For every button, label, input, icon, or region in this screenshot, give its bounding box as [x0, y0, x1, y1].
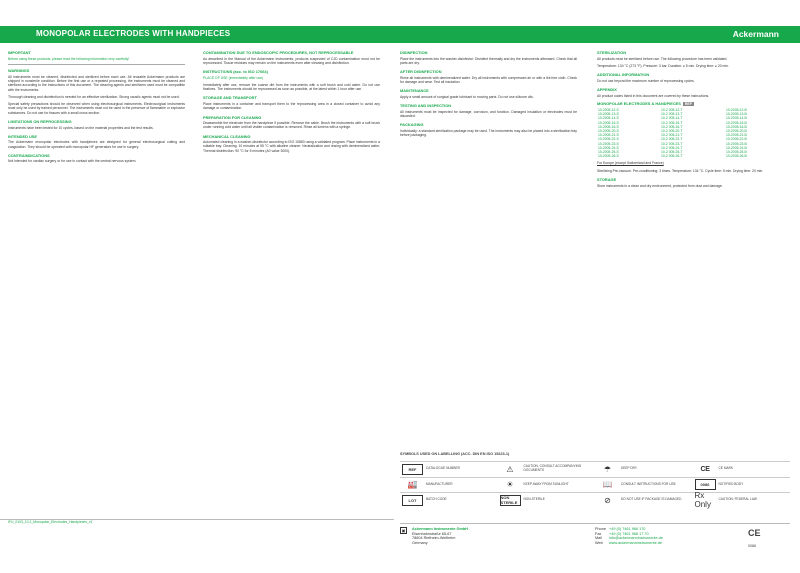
symbol-label: CE MARK: [718, 466, 734, 471]
catalog-cell: 10-2005-25-B: [726, 150, 747, 155]
heading-packaging: PACKAGING: [400, 122, 424, 128]
heading-contamination: CONTAMINATION DUE TO ENDOSCOPIC PROCEDURES, NOT REPROCESSABLE: [203, 50, 354, 55]
limitations-text: Instruments have been tested for 10 cycles, based on the material properties and the test results.: [8, 125, 154, 130]
catalog-cell: 10-2 005-20-T: [660, 129, 683, 134]
after-disinfection-text: Rinse all instruments with demineralized water. Dry all instruments with compressed air or with a lint free cloth. Check for damage and wear. Test all insulation.: [400, 75, 577, 84]
warning-paragraph-1: All instruments must be cleaned, disinfected and sterilized before each use. All reusable Ackermann products are shipped in nonsterile condition. Before the first use or a repeated processing, the instruments must be cleaned and sterilized according to the instructions of this document. The cleaning agents and sterilizers used must be compatible with the instruments.: [8, 74, 185, 92]
catalog-cell: 10-2005-23-S: [598, 141, 619, 146]
catalog-cell: 10-2 005-23-T: [660, 141, 683, 146]
symbol-entry: [693, 492, 791, 508]
symbol-label: KEEP AWAY FROM SUNLIGHT: [523, 481, 569, 486]
catalog-cell: 10-2005-12-S: [598, 108, 619, 113]
catalog-cell: 10-2 005-22-T: [660, 137, 683, 142]
symbol-icon: LOT: [402, 495, 423, 506]
symbol-entry: [693, 477, 791, 493]
catalog-cell: 10-2 005-24-T: [660, 145, 683, 150]
divider: [8, 64, 185, 65]
heading-disinfection: DISINFECTION: [400, 50, 428, 55]
warning-paragraph-3: Special safety precautions should be observed when using electrosurgical instruments. Electrosurgical instruments must only be used by trained personnel. The instruments must not be used in the presence of flammable or explosive substances. Do not use for tissues with a small cross section.: [8, 102, 185, 115]
symbol-label: CAUTION, CONSULT ACCOMPANYING DOCUMENTS: [523, 464, 582, 473]
heading-important: IMPORTANT: [8, 50, 31, 55]
symbol-entry: [498, 461, 596, 477]
contamination-text: As described in the Manual of the Ackermann instruments, products suspected of CJD contamination must not be reprocessed. Tissue residues may remain on the instruments even after cleaning and disinfection.: [203, 56, 380, 65]
catalog-cell: 10-2005-24-S: [598, 145, 619, 150]
manufacturer-icon: ▣: [401, 528, 406, 533]
catalog-cell: 10-2 005-21-T: [660, 133, 683, 138]
document-id: IFU_0103_10.2_Monopolar_Electrodes_Handpieces_v1: [8, 520, 93, 524]
catalog-cell: 10-2005-16-S: [598, 124, 619, 129]
heading-additional-info: ADDITIONAL INFORMATION: [597, 72, 650, 78]
catalog-cell: 10-2005-22-S: [598, 137, 619, 142]
ref-badge: REF: [684, 101, 692, 106]
symbol-label: NOTIFIED BODY: [718, 481, 744, 486]
catalog-cell: 10-2005-12-B: [726, 108, 747, 113]
ce-mark: CE: [748, 528, 761, 538]
catalog-cell: 10-2 005-15-T: [660, 120, 683, 125]
heading-warnings: WARNINGS: [8, 68, 30, 74]
symbol-entry: [693, 461, 791, 477]
symbol-label: NON-STERILE: [523, 497, 545, 502]
maintenance-text: Apply a small amount of surgical grade lubricant to moving parts. Do not use silicone oils.: [400, 94, 534, 99]
preparation-text: Disassemble the electrode from the handpiece if possible. Remove the cable. Brush the instruments with a soft brush under running cold water until all visible contamination is removed. Rinse all lumens with a syringe.: [203, 121, 380, 130]
symbol-icon: REF: [402, 464, 423, 475]
catalog-cell: 10-2005-23-B: [726, 141, 747, 146]
mail-tag: Mail: [595, 536, 602, 541]
column-4: [597, 46, 788, 448]
sterilization-region-text: Sterilizing Pre-vacuum. Pre-conditioning: 3 times. Temperature: 134 °C. Cycle time: 5 min. Drying time: 20 min.: [597, 168, 764, 173]
symbol-entry: [400, 477, 498, 493]
catalog-cell: 10-2 005-25-T: [660, 150, 683, 155]
symbol-label: CATALOGUE NUMBER: [426, 466, 460, 471]
symbol-icon: CE: [700, 465, 710, 473]
warning-paragraph-2: Thorough cleaning and disinfection is needed for an effective sterilization. Strong caustic agents must not be used.: [8, 94, 180, 99]
web-address: www.ackermanninstrumente.de: [609, 541, 662, 546]
company-street: Eisenbahnstraße 65-67: [412, 531, 452, 536]
symbol-icon: NON STERILE: [500, 495, 521, 506]
disinfection-text: Place the instruments into the washer-disinfector. Disinfect thermally and dry the instruments afterward. Check that all parts are dry.: [400, 56, 577, 65]
heading-instructions: INSTRUCTIONS (acc. to ISO 17664): [203, 69, 268, 75]
symbol-entry: [595, 461, 693, 477]
brand-logo: Ackermann: [732, 29, 779, 39]
catalog-cell: 10-2005-21-B: [726, 133, 747, 138]
catalog-cell: 10-2005-26-B: [726, 154, 747, 159]
catalog-cell: 10-2005-24-B: [726, 145, 747, 150]
catalog-cell: 10-2005-25-S: [598, 150, 619, 155]
catalog-cell: 10-2005-20-S: [598, 129, 619, 134]
catalog-cell: 10-2005-14-B: [726, 116, 747, 121]
storage-text: Store instruments in a clean and dry environment, protected from dust and damage.: [597, 183, 723, 188]
symbol-entry: [498, 492, 596, 508]
symbol-label: KEEP DRY: [621, 466, 638, 471]
company-country: Germany: [412, 541, 428, 546]
fax-tag: Fax: [595, 531, 602, 536]
symbol-label: BATCH CODE: [426, 497, 447, 502]
catalog-cell: 10-2 005-12-T: [660, 108, 683, 113]
heading-limitations: LIMITATIONS ON REPROCESSING: [8, 118, 72, 124]
symbol-icon: 🏭: [407, 480, 418, 490]
catalog-table: [597, 108, 788, 158]
catalog-row: [597, 154, 788, 158]
symbol-icon: Rx Only: [694, 491, 711, 510]
mechanical-cleaning-text: Automated cleaning in a washer-disinfector according to ISO 15883 using a validated program. Place instruments in a suitable tray. Cleaning: 10 minutes at 55 °C with alkaline cleaner. Neutralization and rinsing with demineralized water. Thermal disinfection: 90 °C for 5 minutes (A0 value 3000).: [203, 140, 380, 153]
sterilization-region: For Europe (except Switzerland and France): [597, 161, 664, 166]
catalog-cell: 10-2005-14-S: [598, 116, 619, 121]
symbol-entry: [400, 492, 498, 508]
symbol-icon: ⊘: [604, 495, 611, 505]
testing-text: All instruments must be inspected for damage, corrosion, and function. Damaged insulation or electrodes must be discarded.: [400, 109, 577, 118]
heading-contraindications: CONTRAINDICATIONS: [8, 152, 50, 158]
sterilization-params: Temperature: 134 °C (273 °F). Pressure: 3 bar. Duration: ≥ 5 min. Drying time: ≥ 20 min.: [597, 63, 729, 68]
phone-tag: Phone: [595, 527, 606, 531]
catalog-cell: 10-2005-13-S: [598, 112, 619, 117]
company-city: 78604 Rietheim-Weilheim: [412, 536, 456, 541]
heading-sterilization: STERILIZATION: [597, 50, 627, 55]
company-name: Ackermann Instrumente GmbH: [412, 527, 468, 531]
web-tag: Web: [595, 541, 603, 546]
packaging-text: Individually: a standard sterilization package may be used. The instruments may also be placed into a sterilization tray before packaging.: [400, 128, 577, 137]
symbol-entry: [595, 477, 693, 493]
catalog-cell: 10-2 005-26-T: [660, 154, 683, 159]
column-1: [8, 46, 185, 501]
catalog-cell: 10-2 005-16-T: [660, 124, 683, 129]
heading-maintenance: MAINTENANCE: [400, 88, 429, 94]
contraindications-text: Not intended for cardiac surgery or for use in contact with the central nervous system.: [8, 159, 137, 164]
catalog-cell: 10-2005-15-S: [598, 120, 619, 125]
footer-divider-right: [400, 523, 790, 524]
heading-appendix: APPENDIX: [597, 86, 617, 92]
storage-transport-text: Place instruments in a container and transport them to the reprocessing area in a closed container to avoid any damage or contamination.: [203, 102, 380, 111]
heading-after-disinfection: AFTER DISINFECTION: [400, 69, 442, 75]
symbols-title: SYMBOLS USED ON LABELLING (ACC. DIN EN ISO 15223-1): [400, 452, 510, 456]
notified-body-number: 0086: [748, 544, 756, 548]
fax-number: +49 (0) 7461 966 17 70: [609, 531, 649, 536]
instructions-text: Immediately after use, remove the coarse dirt from the instruments with a soft brush and cold water. Do not use fixatives. The instruments should be reprocessed as soon as possible, at the latest within 1 hour after use.: [203, 82, 380, 92]
symbol-icon: ☀: [506, 480, 514, 490]
catalog-cell: 10-2005-22-B: [726, 137, 747, 142]
catalog-cell: 10-2005-13-B: [726, 112, 747, 117]
catalog-cell: 10-2005-20-B: [726, 129, 747, 134]
heading-intended-use: INTENDED USE: [8, 133, 37, 139]
heading-storage-transport: STORAGE AND TRANSPORT: [203, 95, 257, 101]
symbol-label: MANUFACTURER: [426, 481, 453, 486]
heading-preparation: PREPARATION FOR CLEANING: [203, 114, 262, 120]
mail-address: info@ackermanninstrumente.de: [609, 536, 663, 541]
symbol-entry: [498, 477, 596, 493]
additional-info-text: Do not use beyond the maximum number of reprocessing cycles.: [597, 78, 695, 83]
symbol-label: CAUTION: FEDERAL LAW: [718, 497, 757, 502]
heading-storage: STORAGE: [597, 176, 617, 182]
catalog-title: [597, 102, 788, 106]
contact-block: [595, 527, 663, 546]
catalog-cell: 10-2005-15-B: [726, 120, 747, 125]
symbols-grid: [400, 461, 790, 523]
column-3: [400, 46, 577, 448]
symbol-icon: ⚠: [506, 464, 514, 474]
column-2: [203, 46, 380, 501]
appendix-text: All product codes listed in this document are covered by these instructions.: [597, 93, 710, 98]
manufacturer-block: [412, 527, 468, 546]
instructions-subheading: PLACE OF USE (immediately after use): [203, 75, 264, 80]
phone-number: +49 (0) 7461 966 170: [609, 527, 646, 531]
catalog-cell: 10-2005-26-S: [598, 154, 619, 159]
heading-testing: TESTING AND INSPECTION: [400, 103, 452, 109]
catalog-cell: 10-2005-21-S: [598, 133, 619, 138]
symbol-entry: [400, 461, 498, 477]
symbol-label: DO NOT USE IF PACKAGE IS DAMAGED: [621, 497, 682, 502]
heading-mechanical-cleaning: MECHANICAL CLEANING: [203, 133, 251, 139]
catalog-cell: 10-2005-16-B: [726, 124, 747, 129]
catalog-cell: 10-2 005-13-T: [660, 112, 683, 117]
page-title: MONOPOLAR ELECTRODES WITH HANDPIECES: [36, 29, 231, 38]
symbol-entry: [595, 492, 693, 508]
catalog-title-text: MONOPOLAR ELECTRODES & HANDPIECES: [597, 100, 681, 106]
important-text: Before using these products, please read the following information very carefully!: [8, 56, 130, 61]
symbol-icon: 0086: [695, 479, 716, 490]
sterilization-text: All products must be sterilized before use. The following procedure has been validated.: [597, 56, 728, 61]
intended-use-text: The Ackermann monopolar electrodes with handpieces are designed for general electrosurgical cutting and coagulation. They should be operated with monopolar HF generators for use in surgery.: [8, 140, 185, 149]
symbol-icon: 📖: [602, 480, 613, 490]
symbol-icon: ☂: [603, 464, 612, 474]
symbol-label: CONSULT INSTRUCTIONS FOR USE: [621, 481, 676, 486]
catalog-cell: 10-2 005-14-T: [660, 116, 683, 121]
